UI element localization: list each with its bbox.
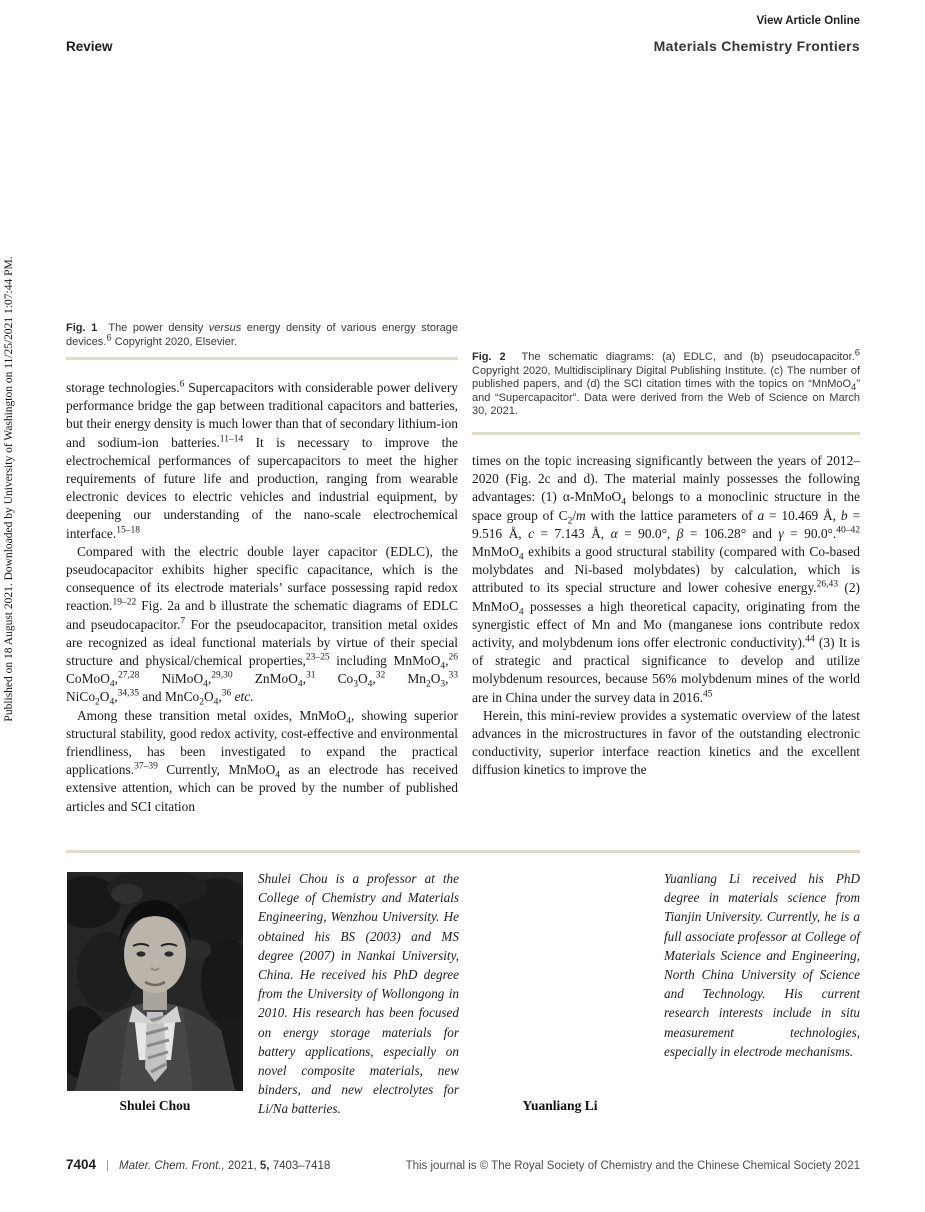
body-paragraph: Among these transition metal oxides, MnMoO$_4$, showing superior structural stability, good redox activity, cost-effective and environmental friendliness, has been investigated to expand the practical applications.$^{37-39}$ Currently, MnMoO$_4$ as an electrode has received extensive attention, which can be proved by the number of published articles and SCI citation <box>66 707 458 814</box>
journal-abbreviation: Mater. Chem. Front., <box>119 1160 225 1172</box>
portrait-photo-graphic <box>67 872 243 1091</box>
left-text-column <box>66 379 458 816</box>
author-name-shulei-chou: Shulei Chou <box>119 1098 191 1113</box>
figure-1-image-area <box>66 70 458 316</box>
view-article-online-link[interactable]: View Article Online <box>756 15 860 27</box>
author-name-yuanliang-li: Yuanliang Li <box>522 1098 598 1113</box>
journal-citation <box>119 1160 330 1172</box>
page-footer <box>66 1157 860 1172</box>
page-number: 7404 <box>66 1157 97 1172</box>
caption-divider <box>66 357 458 360</box>
figure-2-caption: Fig. 2 The schematic diagrams: (a) EDLC, and (b) pseudocapacitor.$^6$ Copyright 2020, Multidisciplinary Digital Publishing Institute. (c) The number of published papers, and (d) the SCI citation times with the topics on “MnMoO$_4$” and “Supercapacitor”. Data were derived from the Web of Science on March 30, 2021. <box>472 347 860 418</box>
biography-section-divider <box>66 850 860 853</box>
citation-volume: 5, <box>259 1160 270 1172</box>
caption-divider <box>472 432 860 435</box>
page-header <box>66 38 860 54</box>
body-paragraph: Herein, this mini-review provides a systematic overview of the latest advances in the microstructures in favor of the outstanding electronic conductivity, superior interface reaction kinetics and the excellent diffusion kinetics to improve the <box>472 707 860 778</box>
figure-1-caption: Fig. 1 The power density versus energy density of various energy storage devices.$^6$ Copyright 2020, Elsevier. <box>66 322 458 348</box>
figure-2-image-area <box>472 70 860 345</box>
publication-download-stamp: Published on 18 August 2021. Downloaded by University of Washington on 11/25/2021 1:07:44 PM. <box>3 256 15 722</box>
portrait-photo-shulei-chou <box>67 872 243 1091</box>
body-paragraph: storage technologies.$^6$ Supercapacitors with considerable power delivery performance bridge the gap between traditional capacitors and batteries, but their energy density is much lower than that of secondary lithium-ion and sodium-ion batteries.$^{11-14}$ It is necessary to improve the electrochemical performances of supercapacitors to meet the higher requirements of future life and production, ranging from wearable electronic devices to electric vehicles and industrial equipment, by deepening our understanding of the nano-scale electrochemical interface.$^{15-18}$ <box>66 379 459 541</box>
article-type-label: Review <box>66 39 113 54</box>
biography-text-shulei-chou: Shulei Chou is a professor at the College of Chemistry and Materials Engineering, Wenzhou University. He obtained his BS (2003) and MS degree (2007) in Nankai University, China. He received his PhD degree from the University of Wollongong in 2010. His research has been focused on energy storage materials for battery applications, especially on novel composite materials, new binders, and new electrolytes for Li/Na batteries. <box>258 871 459 1117</box>
right-text-column <box>472 452 860 780</box>
biography-text-yuanliang-li: Yuanliang Li received his PhD degree in materials science from Tianjin University. Currently, he is a full associate professor at College of Materials Science and Engineering, North China University of Science and Technology. His current research interests include in situ measurement technologies, especially in electrode mechanisms. <box>664 871 860 1059</box>
footer-separator: | <box>106 1160 110 1172</box>
body-paragraph: Compared with the electric double layer capacitor (EDLC), the pseudocapacitor exhibits higher specific capacitance, which is the consequence of its electrode materials’ surface possessing rapid redox reaction.$^{19-22}$ Fig. 2a and b illustrate the schematic diagrams of EDLC and pseudocapacitor.$^7$ For the pseudocapacitor, transition metal oxides are recognized as ideal functional materials by virtue of their special structure and physical/chemical properties,$^{23-25}$ including MnMoO$_4$,$^{26}$ CoMoO$_4$,$^{27,28}$ NiMoO$_4$,$^{29,30}$ ZnMoO$_4$,$^{31}$ $Co_3O_4,^{32}$ $Mn_2O_3,^{33}$ $NiCo_2O_4,^{34,35}$ and $MnCo_2O_4,^{36}$ etc. <box>66 543 458 709</box>
copyright-notice: This journal is © The Royal Society of Chemistry and the Chinese Chemical Society 2021 <box>405 1160 860 1172</box>
journal-name: Materials Chemistry Frontiers <box>653 38 860 54</box>
body-paragraph: times on the topic increasing significantly between the years of 2012–2020 (Fig. 2c and d). The material mainly possesses the following advantages: (1) α-MnMoO$_4$ belongs to a monoclinic structure in the space group of $C_2/m$ with the lattice parameters of a = 10.469 Å, b = 9.516 Å, c = 7.143 Å, α = 90.0°, β = 106.28° and γ = 90.0°.$^{40-42}$ MnMoO$_4$ exhibits a good structural stability (compared with Co-based molybdates and Ni-based molybdates) by calculation, which is attributed to its special structure and lower cohesive energy.$^{26,43}$ (2) MnMoO$_4$ possesses a high theoretical capacity, originating from the synergistic effect of Mn and Mo (manganese ions contribute redox activity, and molybdenum ions offer electronic conductivity).$^{44}$ (3) It is of strategic and practical significance to develop and utilize molybdenum resources, because 56% molybdenum mines of the world are in China under the survey data in 2016.45 <box>472 453 861 705</box>
citation-year: 2021, <box>227 1160 257 1172</box>
citation-pages: 7403–7418 <box>272 1160 331 1172</box>
